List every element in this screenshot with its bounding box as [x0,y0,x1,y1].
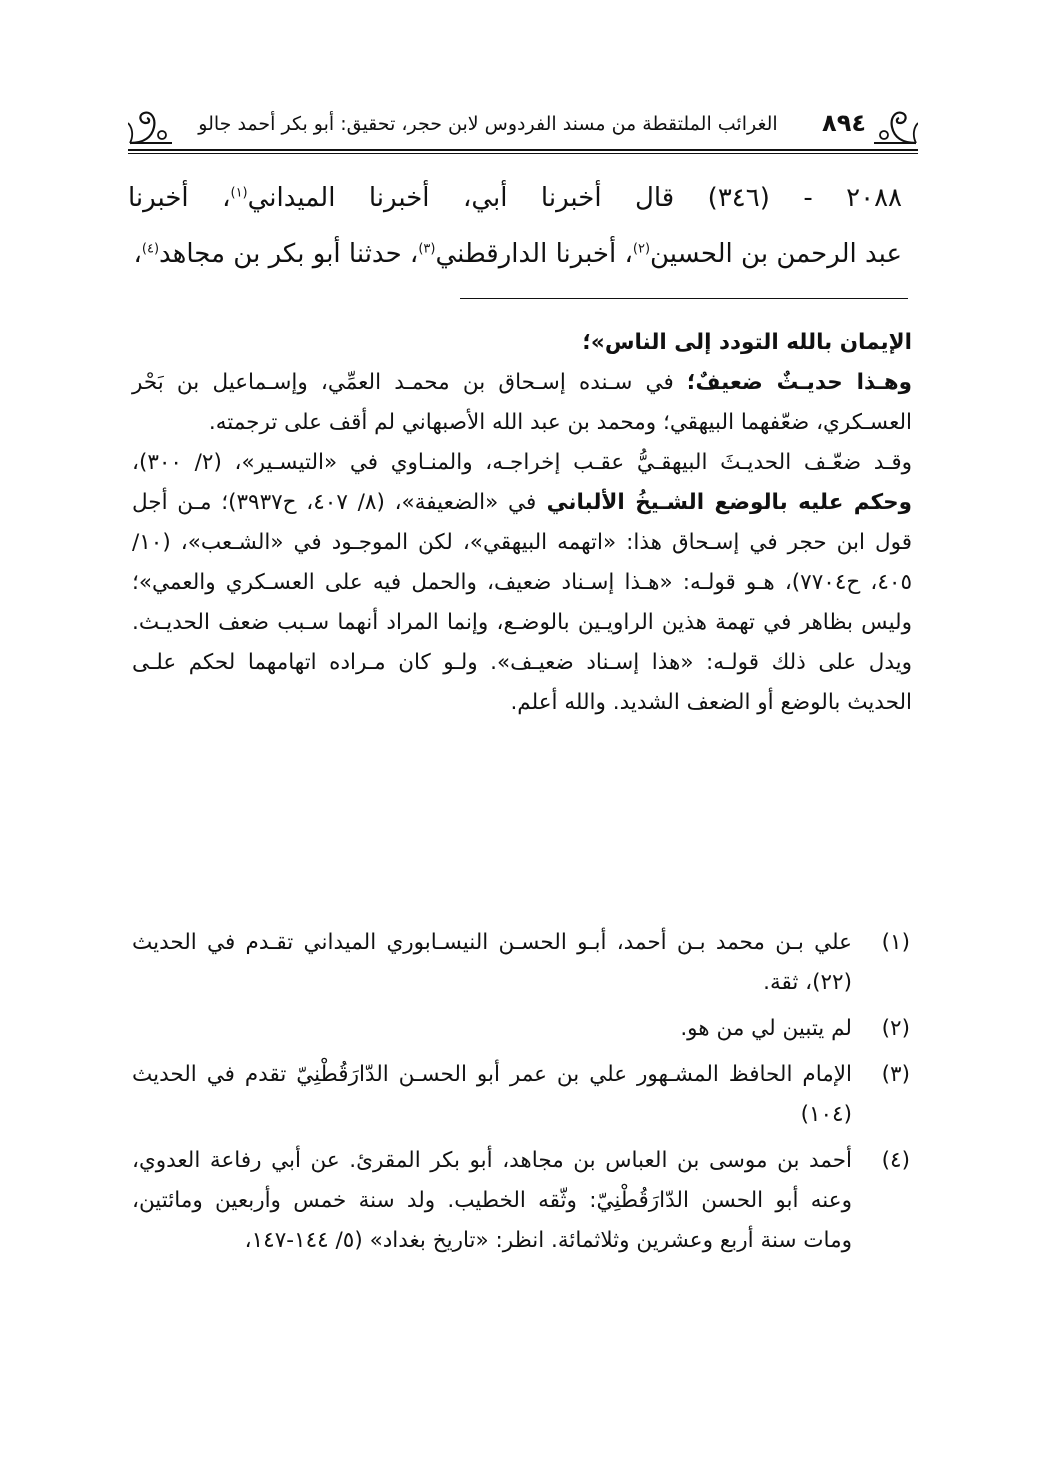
footnote-ref-1[interactable]: (١) [230,185,248,201]
footnote-ref-4[interactable]: (٤) [141,241,160,257]
footnote-2 [132,1009,912,1049]
hadith-ending: الإيمان بالله التودد إلى الناس»؛ [582,330,912,355]
footnote-1 [132,923,912,1003]
commentary-paragraph-1: وهـذا حديـثٌ ضعيفٌ؛ في سـنده إسـحاق بن محمـد العمِّي، وإسـماعيل بن بَحْر العسـكري، ضعّفهما البيهقي؛ ومحمد بن عبد الله الأصبهاني لم أقف على ترجمته. [132,370,912,435]
footnote-divider [460,298,908,299]
footnote-number: (٢) [881,1016,910,1041]
footnote-text: أحمد بن موسى بن العباس بن مجاهد، أبو بكر المقرئ. عن أبي رفاعة العدوي، وعنه أبو الحسن الدّارَقُطْنِيّ: وثّقه الخطيب. ولد سنة خمس وأربعين ومائتين، ومات سنة أربع وعشرين وثلاثمائة. انظر: «تاريخ بغداد» (٥/ ١٤٤-١٤٧، [132,1148,852,1253]
running-header [128,101,918,151]
hadith-line-1: ٢٠٨٨ - (٣٤٦) قال أخبرنا أبي، أخبرنا الميداني$^{(١)}$، أخبرنا [128,183,902,213]
footnote-text: الإمام الحافظ المشـهور علي بن عمر أبو الحسـن الدّارَقُطْنِيّ تقدم في الحديث (١٠٤) [132,1062,852,1127]
hadith-text [128,170,902,282]
footnote-text: لم يتبين لي من هو. [680,1016,852,1041]
header-rule [128,149,918,151]
commentary-section [132,323,912,723]
running-title: الغرائب الملتقطة من مسند الفردوس لابن حجر، تحقيق: أبو بكر أحمد جالو [198,113,778,135]
footnote-number: (١) [881,930,910,955]
page-number: ٨٩٤ [822,109,866,137]
ornament-left-icon [128,107,174,145]
hadith-line-2: عبد الرحمن بن الحسين$^{(٢)}$، أخبرنا الدارقطني$^{(٣)}$، حدثنا أبو بكر بن مجاهد$^{(٤)}$، [133,239,902,269]
footnotes [132,923,912,1267]
ornament-right-icon [872,107,918,145]
footnote-ref-2[interactable]: (٢) [632,241,651,257]
header-rule-thin [128,153,918,154]
footnote-3 [132,1055,912,1135]
footnote-ref-3[interactable]: (٣) [418,241,436,257]
footnote-4 [132,1141,912,1261]
footnote-number: (٤) [881,1148,910,1173]
footnote-number: (٣) [881,1062,910,1087]
commentary-paragraph-2: وقـد ضعّـف الحديـثَ البيهقـيُّ عقـب إخراجـه، والمنـاوي في «التيسـير»، (٢/ ٣٠٠)، وحكم عليه بالوضع الشـيخُ الألباني في «الضعيفة»، (٨/ ٤٠٧، ح٣٩٣٧)؛ مـن أجل قول ابن حجر في إسـحاق هذا: «اتهمه البيهقي»، لكن الموجـود في «الشـعب»، (١٠/ ٤٠٥، ح٧٧٠٤)، هـو قولـه: «هـذا إسـناد ضعيف، والحمل فيه على العسـكري والعمي»؛ وليس بظاهر في تهمة هذين الراويـين بالوضـع، وإنما المراد أنهما سـبب ضعف الحديـث. ويدل على ذلك قولـه: «هذا إسـناد ضعيـف». ولـو كان مـراده اتهامهما لحكم علـى الحديث بالوضع أو الضعف الشديد. والله أعلم. [132,450,913,715]
footnote-text: علي بـن محمد بـن أحمد، أبـو الحسـن النيسـابوري الميداني تقـدم في الحديث (٢٢)، ثقة. [132,930,852,995]
